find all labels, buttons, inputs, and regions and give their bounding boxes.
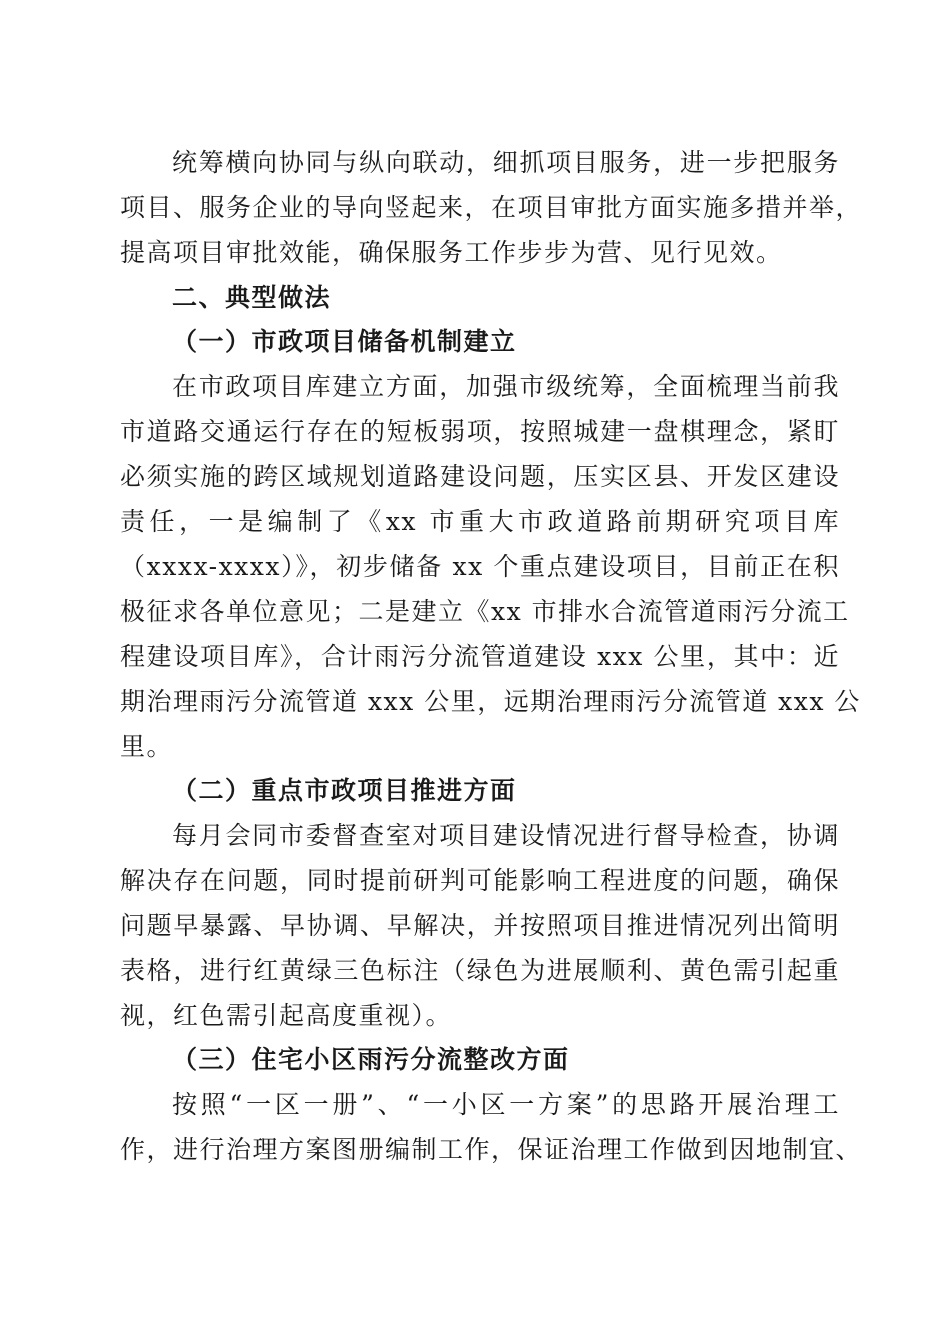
paragraph-line: 视，红色需引起高度重视）。 — [120, 1001, 453, 1030]
paragraph-line: 期治理雨污分流管道 xxx 公里，远期治理雨污分流管道 xxx 公 — [120, 687, 861, 716]
paragraph-line: 项目、服务企业的导向竖起来，在项目审批方面实施多措并举， — [120, 193, 863, 222]
paragraph-line: 责任，一是编制了《xx 市重大市政道路前期研究项目库 — [120, 507, 840, 536]
paragraph-line: 市道路交通运行存在的短板弱项，按照城建一盘棋理念，紧盯 — [120, 417, 840, 446]
paragraph-line: 作，进行治理方案图册编制工作，保证治理工作做到因地制宜、 — [120, 1135, 863, 1164]
paragraph-line: 统筹横向协同与纵向联动，细抓项目服务，进一步把服务 — [172, 148, 840, 177]
paragraph-line: 里。 — [120, 732, 174, 761]
paragraph-line: （xxxx-xxxx）》，初步储备 xx 个重点建设项目，目前正在积 — [120, 552, 840, 581]
paragraph-line: 问题早暴露、早协调、早解决，并按照项目推进情况列出简明 — [120, 911, 840, 940]
paragraph-line: 每月会同市委督查室对项目建设情况进行督导检查，协调 — [172, 821, 840, 850]
paragraph-line: 提高项目审批效能，确保服务工作步步为营、见行见效。 — [120, 238, 783, 267]
subsection-title: （一）市政项目储备机制建立 — [172, 327, 517, 356]
section-heading: 二、典型做法 — [172, 283, 332, 312]
paragraph-line: 极征求各单位意见；二是建立《xx 市排水合流管道雨污分流工 — [120, 597, 850, 626]
paragraph-line: 表格，进行红黄绿三色标注（绿色为进展顺利、黄色需引起重 — [120, 956, 840, 985]
paragraph-line: 程建设项目库》，合计雨污分流管道建设 xxx 公里，其中：近 — [120, 642, 840, 671]
subsection-title: （三）住宅小区雨污分流整改方面 — [172, 1045, 570, 1074]
paragraph-line: 必须实施的跨区域规划道路建设问题，压实区县、开发区建设 — [120, 462, 840, 491]
paragraph-line: 按照“一区一册”、“一小区一方案”的思路开展治理工 — [172, 1090, 840, 1119]
paragraph-line: 在市政项目库建立方面，加强市级统筹，全面梳理当前我 — [172, 372, 840, 401]
paragraph-line: 解决存在问题，同时提前研判可能影响工程进度的问题，确保 — [120, 866, 840, 895]
subsection-title: （二）重点市政项目推进方面 — [172, 776, 517, 805]
